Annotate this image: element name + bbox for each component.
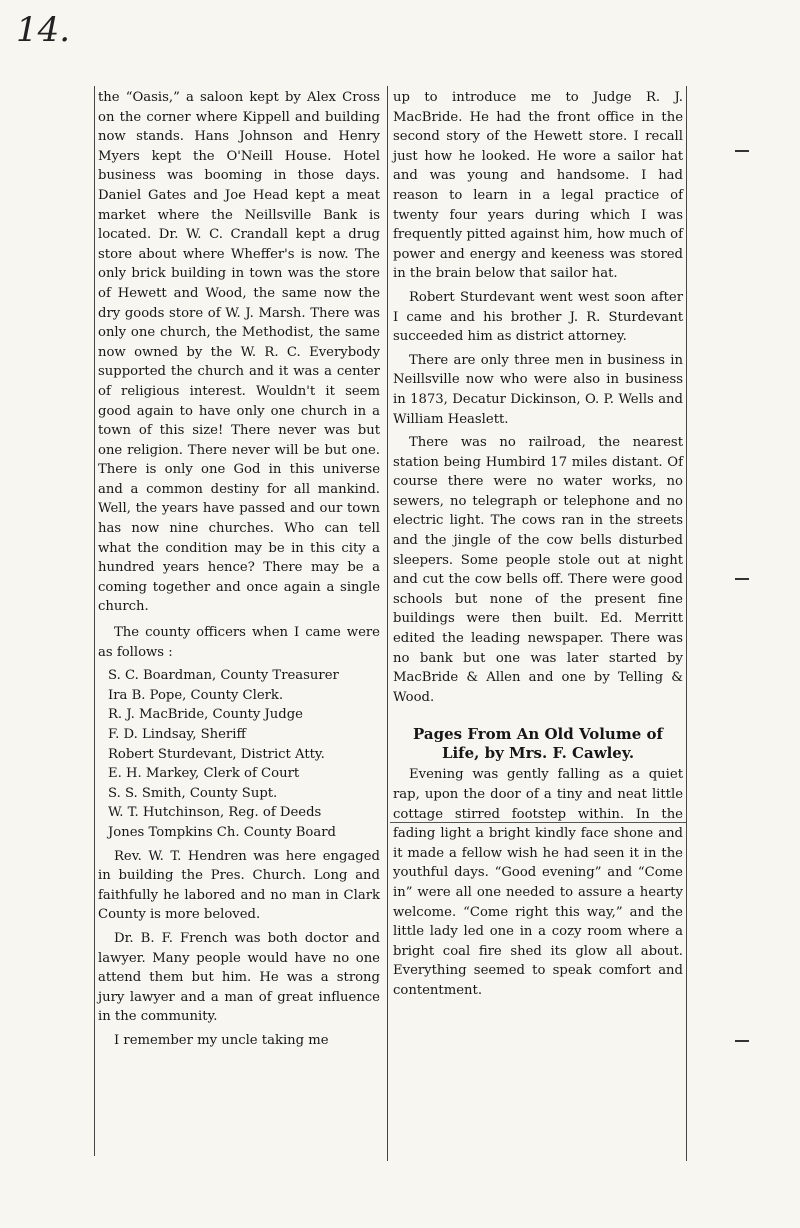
left-paragraph-1: the “Oasis,” a saloon kept by Alex Cross on the corner where Kippell and building now stands. Hans Johnson and Henry Myers kept the O'Neill House. Hotel business was booming in those days. Daniel Gates and Joe Head kept a meat market where the Neillsville Bank is located. Dr. W. C. Crandall kept a drug store about where Wheffer's is now. The only brick building in town was the store of Hewett and Wood, the same now the dry goods store of W. J. Marsh. There was only one church, the Methodist, the same now owned by the W. R. C. Everybody supported the church and it was a center of religious interest. Wouldn't it seem good again to have only one church in a town of this size! There never was but one religion. There never will be but one. There is only one God in this universe and a common destiny for all mankind. Well, the years have passed and our town has now nine churches. Who can tell what the condition may be in this city a hundred years hence? There may be a coming together and once again a single church. [98,90,380,615]
left-paragraph-4: Dr. B. F. French was both doctor and lawyer. Many people would have no one attend them but him. He was a strong jury lawyer and a man of great influence in the community. [98,930,380,1025]
officer-entry: Ira B. Pope, County Clerk. [108,687,284,703]
margin-mark [735,578,749,580]
right-paragraph-2: Robert Sturdevant went west soon after I came and his brother J. R. Sturdevant succeeded him as district attorney. [393,289,683,345]
page-number: 14. [16,10,71,50]
right-paragraph-4: There was no railroad, the nearest station being Humbird 17 miles distant. Of course there were no water works, no sewers, no telegraph or telephone and no electric light. The cows ran in the streets and the jingle of the cow bells disturbed sleepers. Some people stole out at night and cut the cow bells off. There were good schools but none of the present fine buildings were then built. Ed. Merritt edited the leading newspaper. There was no bank but one was later started by MacBride & Allen and one by Telling & Wood. [393,435,683,705]
left-paragraph-5: I remember my uncle taking me [114,1032,329,1048]
right-column [393,88,683,1001]
left-paragraph-2: The county officers when I came were as follows : [98,625,380,660]
right-paragraph-1: up to introduce me to Judge R. J. MacBride. He had the front office in the second story of the Hewett store. I recall just how he looked. He wore a sailor hat and was young and handsome. I had reason to learn in a legal practice of twenty four years during which I was frequently pitted against him, how much of power and energy and keeness was stored in the brain below that sailor hat. [393,90,683,282]
margin-mark [735,150,749,152]
column-rule-middle [387,86,388,1161]
right-paragraph-3: There are only three men in business in Neillsville now who were also in business in 1873, Decatur Dickinson, O. P. Wells and William Heaslett. [393,352,683,427]
officer-entry: R. J. MacBride, County Judge [108,707,303,723]
officer-entry: W. T. Hutchinson, Reg. of Deeds [108,805,322,821]
column-rule-right [686,86,687,1161]
officer-entry: S. S. Smith, County Supt. [108,785,278,801]
officer-entry: S. C. Boardman, County Treasurer [108,668,339,684]
left-paragraph-3: Rev. W. T. Hendren was here engaged in building the Pres. Church. Long and faithfully he labored and no man in Clark County is more beloved. [98,848,380,923]
story-paragraph: Evening was gently falling as a quiet rap, upon the door of a tiny and neat little cottage stirred footstep within. In the fading light a bright kindly face shone and it made a fellow wish he had seen it in the youthful days. “Good evening” and “Come in” were all one needed to assure a hearty welcome. “Come right this way,” and the little lady led one in a cozy room where a bright coal fire shed its glow all about. Everything seemed to speak comfort and contentment. [393,767,683,998]
officer-entry: E. H. Markey, Clerk of Court [108,766,300,782]
county-officers-list [98,666,380,842]
left-column [98,88,380,1051]
officer-entry: F. D. Lindsay, Sheriff [108,727,246,742]
column-rule-left [94,86,95,1156]
margin-mark [735,1040,749,1042]
officer-entry: Robert Sturdevant, District Atty. [108,746,325,762]
story-headline: Pages From An Old Volume of Life, by Mrs. F. Cawley. [413,725,663,763]
officer-entry: Jones Tompkins Ch. County Board [108,824,336,840]
